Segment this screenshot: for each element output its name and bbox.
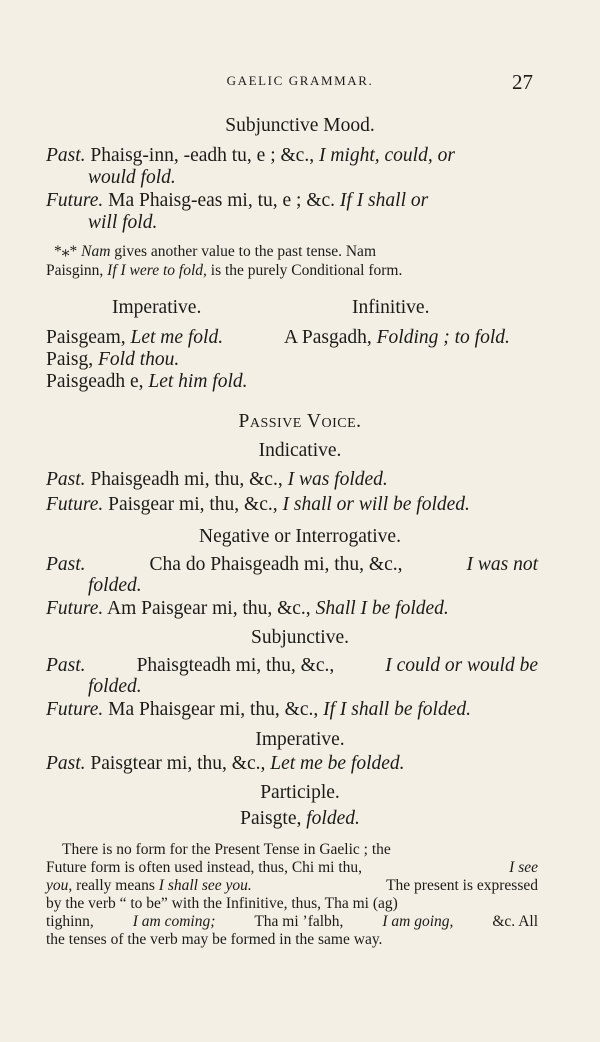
closing-text: The present is expressed [386,877,538,894]
english-text: If I shall or [339,190,429,211]
gaelic-text: Phaisgeadh mi, thu, &c., [90,469,283,490]
past-label: Past. [46,145,86,166]
participle-line [0,808,600,830]
future-label: Future. [46,598,104,619]
negative-heading: Negative or Interrogative. [199,526,401,547]
participle-heading: Participle. [260,782,340,803]
gaelic-text: Paisgeam, [46,327,126,348]
gaelic-text: Paisg, [46,349,94,370]
closing-line-2 [46,859,538,877]
subjunctive-passive-future-line [46,699,471,721]
subjunctive-future-line [46,190,428,212]
note-keyword: Nam [81,243,111,260]
imperative-row-3 [46,371,248,393]
page-number: 27 [512,70,533,94]
gaelic-text: Paisgtear mi, thu, &c., [90,753,266,774]
indicative-heading: Indicative. [258,440,342,461]
english-text: I was folded. [287,469,388,490]
passive-imperative-heading: Imperative. [255,729,345,750]
closing-italic: I am going, [382,913,454,930]
closing-line-4: by the verb “ to be” with the Infinitive, thus, Tha mi (ag) [46,895,398,912]
passive-imperative-line [46,753,405,775]
closing-italic: you, [46,877,73,894]
gaelic-text: Paisgte, [240,808,302,829]
note-italic: If I were to fold, [107,262,207,279]
subjunctive-passive-past-continuation: folded. [88,676,142,697]
passive-voice-heading: Passive Voice. [238,411,362,432]
subjunctive-future-continuation: will fold. [88,212,158,233]
gaelic-text: Phaisgteadh mi, thu, &c., [136,655,335,676]
closing-line-5 [46,913,538,931]
subjunctive-past-continuation: would fold. [88,167,176,188]
subjunctive-heading: Subjunctive. [250,627,350,648]
english-text: folded. [306,808,360,829]
subjunctive-mood-heading: Subjunctive Mood. [225,115,375,136]
past-label: Past. [46,753,86,774]
gaelic-text: Ma Phaisgear mi, thu, &c., [108,699,319,720]
note-text: gives another value to the past tense. Nam [114,243,376,260]
closing-italic: I am coming; [132,913,216,930]
closing-text: Future form is often used instead, thus, Chi mi thu, [46,859,363,876]
english-text: Let me fold. [130,327,224,348]
note-text: is the purely Conditional form. [210,262,403,279]
imperative-heading: Imperative. [112,297,202,318]
future-label: Future. [46,494,104,515]
negative-past-continuation: folded. [88,575,142,596]
closing-line-6: the tenses of the verb may be formed in the same way. [46,931,383,948]
closing-line-1: There is no form for the Present Tense in Gaelic ; the [62,841,391,858]
note-text: Paisginn, [46,262,104,279]
english-text: I shall or will be folded. [282,494,470,515]
gaelic-text: Cha do Phaisgeadh mi, thu, &c., [149,554,403,575]
future-label: Future. [46,190,104,211]
closing-text: really means [76,877,155,894]
future-label: Future. [46,699,104,720]
gaelic-text: Paisgeadh e, [46,371,144,392]
english-text: Shall I be folded. [315,598,449,619]
past-label: Past. [46,554,86,575]
indicative-past-line [46,469,388,491]
closing-italic: I shall see you. [158,877,252,894]
closing-text: tighinn, [46,913,94,930]
infinitive-heading: Infinitive. [352,297,430,318]
indicative-future-line [46,494,470,516]
gaelic-text: Phaisg-inn, -eadh tu, e ; &c., [90,145,315,166]
closing-italic: I see [509,859,538,876]
past-label: Past. [46,655,86,676]
closing-text: Tha mi ’falbh, [254,913,344,930]
negative-past-line [46,554,538,576]
gaelic-text: Ma Phaisg-eas mi, tu, e ; &c. [108,190,336,211]
english-text: Fold thou. [98,349,180,370]
english-text: Let him fold. [148,371,248,392]
asterism-mark: *⁎* [54,243,78,260]
english-text: I could or would be [385,655,538,676]
subjunctive-passive-past-line [46,655,538,677]
note-line-1 [54,242,376,261]
imperative-row-1 [46,327,223,349]
infinitive-row [284,327,510,349]
english-text: I was not [466,554,538,575]
closing-text: &c. All [492,913,538,930]
imperative-row-2 [46,349,179,371]
note-line-2 [46,262,402,280]
gaelic-text: Am Paisgear mi, thu, &c., [107,598,311,619]
subjunctive-past-line [46,145,455,167]
running-title: GAELIC GRAMMAR. [226,73,374,88]
english-text: Let me be folded. [270,753,405,774]
english-text: I might, could, or [318,145,455,166]
closing-line-3 [46,877,538,895]
gaelic-text: A Pasgadh, [284,327,372,348]
negative-future-line [46,598,449,620]
past-label: Past. [46,469,86,490]
gaelic-text: Paisgear mi, thu, &c., [108,494,278,515]
english-text: If I shall be folded. [323,699,471,720]
english-text: Folding ; to fold. [376,327,510,348]
